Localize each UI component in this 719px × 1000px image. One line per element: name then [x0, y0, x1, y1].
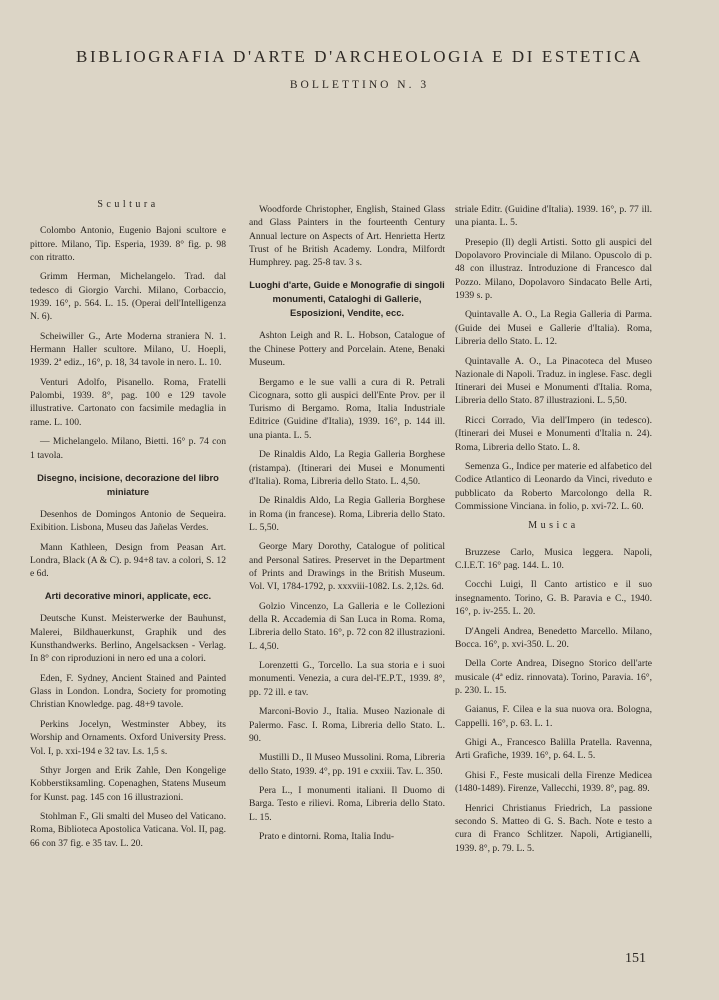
bibliography-entry: Deutsche Kunst. Meisterwerke der Bauhunst, Malerei, Bildhauerkunst, Graphik und des Kunsthandwerks. Berlino, Angelsacksen - Verlag. In 8° con riproduzioni in nero ed una a colori.: [30, 613, 226, 665]
column-middle: [249, 203, 445, 850]
section-title: Scultura: [97, 199, 159, 210]
bibliography-entry: Presepio (Il) degli Artisti. Sotto gli auspici del Dopolavoro Provinciale di Milano. Opuscolo di p. 48 con illustraz. Introduzione di Francesco dal Pozzo. Milano, Dopolavoro Sindacato Belle Arti, 1939 s. p.: [455, 236, 652, 301]
bibliography-entry: Quintavalle A. O., La Pinacoteca del Museo Nazionale di Napoli. Traduz. in inglese. Fasc. degli Itinerari dei Musei e Monumenti d'Italia. Roma, Libreria dello Stato. 87 illustrazioni. L. 5,50.: [455, 355, 652, 407]
bibliography-entry: Perkins Jocelyn, Westminster Abbey, its Worship and Ornaments. Oxford University Press. Vol. I, p. xxi-194 e 32 tav. Ls. 1,5 s.: [30, 718, 226, 757]
bibliography-entry: Bergamo e le sue valli a cura di R. Petrali Cicognara, sotto gli auspici dell'Ente Prov. per il Turismo di Bergamo. Roma, Italia Industriale Editrice (Guidine d'Italia), 1939. 16°, p. 144 ill. una pianta. L. 5.: [249, 376, 445, 441]
bibliography-entry: De Rinaldis Aldo, La Regia Galleria Borghese (ristampa). (Itinerari dei Musei e Monumenti d'Italia). Roma, Libreria dello Stato. L. 4,50.: [249, 449, 445, 487]
section-heading: Disegno, incisione, decorazione del libro miniature: [37, 471, 219, 497]
bibliography-entry: Cocchi Luigi, Il Canto artistico e il suo insegnamento. Torino, G. B. Paravia e C., 1940. 16°, p. iv-255. L. 20.: [455, 579, 652, 618]
bibliography-entry: Prato e dintorni. Roma, Italia Indu-: [259, 831, 395, 843]
bibliography-entry: Marconi-Bovio J., Italia. Museo Nazionale di Palermo. Fasc. I. Roma, Libreria dello Stato. L. 90.: [249, 706, 445, 744]
bibliography-entry: Ghisi F., Feste musicali della Firenze Medicea (1480-1489). Firenze, Vallecchi, 1939. 8°, pag. 89.: [455, 769, 652, 795]
bibliography-entry: striale Editr. (Guidine d'Italia). 1939. 16°, p. 77 ill. una pianta. L. 5.: [455, 204, 652, 229]
bibliography-entry: De Rinaldis Aldo, La Regia Galleria Borghese in Roma (in francese). Roma, Libreria dello Stato. L. 5,50.: [249, 495, 445, 533]
section-heading: Arti decorative minori, applicate, ecc.: [44, 590, 212, 602]
bibliography-entry: George Mary Dorothy, Catalogue of political and Personal Satires. Preservet in the Department of Prints and Drawings in the British Museum. Vol. VI, 1784-1792, p. xxxviii-1082. Ls. 2,12s. 6d.: [249, 541, 445, 593]
section-title: Musica: [528, 520, 579, 532]
bibliography-entry: D'Angeli Andrea, Benedetto Marcello. Milano, Bocca. 16°, p. xvi-350. L. 20.: [455, 625, 652, 650]
bibliography-entry: Quintavalle A. O., La Regia Galleria di Parma. (Guide dei Musei e Gallerie d'Italia). Roma, Libreria dello Stato. L. 12.: [455, 309, 652, 348]
bibliography-entry: Ashton Leigh and R. L. Hobson, Catalogue of the Chinese Pottery and Porcelain. Atene, Benaki Museum.: [249, 330, 445, 369]
bibliography-entry: Pera L., I monumenti italiani. Il Duomo di Barga. Testo e rilievi. Roma, Libreria dello Stato. L. 15.: [249, 785, 445, 823]
column-right: [455, 203, 652, 861]
page-title: BIBLIOGRAFIA D'ARTE D'ARCHEOLOGIA E DI ESTETICA: [76, 47, 643, 66]
bibliography-entry: Golzio Vincenzo, La Galleria e le Collezioni della R. Accademia di San Luca in Roma. Roma, Libreria dello Stato. 16°, p. 72 con 82 illustrazioni. L. 4,50.: [249, 600, 445, 652]
bibliography-entry: Gaianus, F. Cilea e la sua nuova ora. Bologna, Cappelli. 16°, p. 63. L. 1.: [455, 704, 652, 729]
bulletin-subtitle: BOLLETTINO N. 3: [289, 79, 430, 91]
bibliography-entry: — Michelangelo. Milano, Bietti. 16° p. 74 con 1 tavola.: [30, 436, 226, 461]
bibliography-entry: Ricci Corrado, Via dell'Impero (in tedesco). (Itinerari dei Musei e Monumenti d'Italia n. 24). Roma, Libreria dello Stato. L. 8.: [455, 414, 652, 453]
bibliography-entry: Colombo Antonio, Eugenio Bajoni scultore e pittore. Milano, Tip. Esperia, 1939. 8° fig. p. 98 con ritratto.: [30, 225, 226, 263]
bibliography-entry: Venturi Adolfo, Pisanello. Roma, Fratelli Palombi, 1939. 8°, pag. 100 e 129 tavole illustrative. Cartonato con facsimile medaglia in rame. L. 100.: [30, 376, 226, 428]
bibliography-entry: Mann Kathleen, Design from Peasan Art. Londra, Black (A & C). p. 94+8 tav. a colori, S. 12 e 6d.: [30, 541, 226, 580]
bibliography-entry: Desenhos de Domingos Antonio de Sequeira. Exibition. Lisbona, Museu das Jañelas Verdes.: [30, 508, 226, 534]
bibliography-entry: Henrici Christianus Friedrich, La passione secondo S. Matteo di G. S. Bach. Note e testo a cura di Franco Schlitzer. Napoli, Artigianelli, 1939. 8°, p. 79. L. 5.: [455, 802, 652, 854]
section-heading: Luoghi d'arte, Guide e Monografie di singoli monumenti, Cataloghi di Gallerie, Esposizioni, Vendite, ecc.: [249, 279, 445, 319]
bibliography-entry: Della Corte Andrea, Disegno Storico dell'arte musicale (4ª ediz. rinnovata). Torino, Paravia. 16°, p. 230. L. 15.: [455, 658, 652, 696]
bibliography-entry: Ghigi A., Francesco Balilla Pratella. Ravenna, Arti Grafiche, 1939. 16°, p. 64. L. 5.: [455, 737, 652, 762]
bibliography-entry: Grimm Herman, Michelangelo. Trad. dal tedesco di Giorgio Varchi. Milano, Corbaccio, 1939. 16°, p. 564. L. 15. (Operai dell'Intelligenza N. 6).: [30, 271, 226, 323]
bibliography-entry: Mustilli D., Il Museo Mussolini. Roma, Libreria dello Stato, 1939. 4°, pp. 191 e cxxiii. Tav. L. 350.: [249, 752, 445, 777]
bibliography-entry: Eden, F. Sydney, Ancient Stained and Painted Glass in London. Londra, Society for promoting Christian Knowledge. pag. 48+9 tavole.: [30, 672, 226, 711]
bibliography-entry: Lorenzetti G., Torcello. La sua storia e i suoi monumenti. Venezia, a cura del-l'E.P.T., 1939. 8°, pp. 72 ill. e tav.: [249, 660, 445, 698]
bibliography-entry: Semenza G., Indice per materie ed alfabetico del Codice Atlantico di Leonardo da Vinci, riveduto e pubblicato da Roberto Marcolongo della R. Commissione Vinciana. in folio, p. xvi-72. L. 60.: [455, 460, 652, 512]
page-number: 151: [625, 951, 646, 966]
column-left: [30, 198, 226, 856]
bibliography-entry: Sthyr Jorgen and Erik Zahle, Den Kongelige Kobberstiksamling. Copenaghen, Statens Museum for Kunst. pag. 145 con 16 illustrazioni.: [30, 765, 226, 803]
bibliography-entry: Bruzzese Carlo, Musica leggera. Napoli, C.I.E.T. 16° pag. 144. L. 10.: [455, 546, 652, 571]
bibliography-entry: Scheiwiller G., Arte Moderna straniera N. 1. Hermann Haller scultore. Milano, U. Hoepli, 1939. 2ª ediz., 16°, p. 18, 34 tavole in nero. L. 10.: [30, 330, 226, 369]
bibliography-entry: Stohlman F., Gli smalti del Museo del Vaticano. Roma, Biblioteca Apostolica Vaticana. Vol. II, pag. 66 con 37 fig. e 35 tav. L. 20.: [30, 811, 226, 849]
bibliography-entry: Woodforde Christopher, English, Stained Glass and Glass Painters in the fourteenth Century Annual lecture on Aspects of Art. Henrietta Hertz Trust of he British Academy. Londra, Milfordt Humphrey. pag. 25-8 tav. 3 s.: [249, 204, 445, 269]
